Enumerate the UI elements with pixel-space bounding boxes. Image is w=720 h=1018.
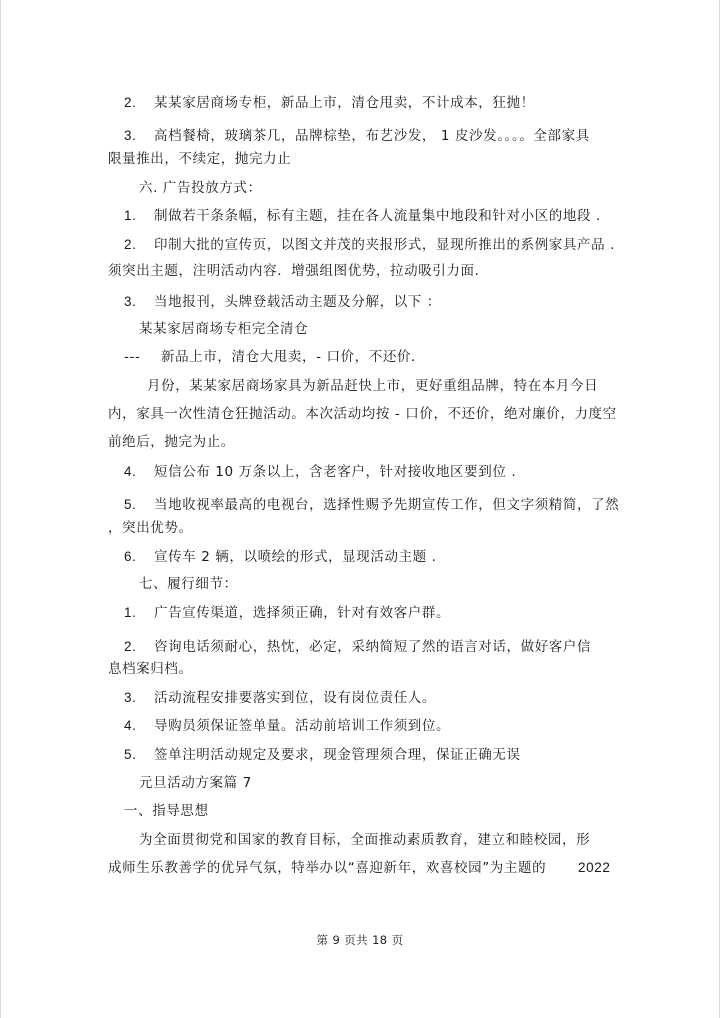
plan-title: 元旦活动方案篇 7 <box>139 775 252 791</box>
list-text: 当地报刊，头牌登载活动主题及分解，以下 ： <box>154 294 441 310</box>
paragraph-line: 成师生乐教善学的优异气氛，特举办以“喜迎新年，欢喜校园”为主题的 <box>108 860 547 876</box>
list-item <box>124 293 441 311</box>
list-text: 宣传车 2 辆，以喷绘的形式，显现活动主题 . <box>154 549 437 565</box>
list-item <box>124 717 450 735</box>
section-heading: 六. 广告投放方式： <box>139 180 262 196</box>
list-text: 导购员须保证签单量。活动前培训工作须到位。 <box>154 718 451 734</box>
ad-body-line: 月份，某某家居商场家具为新品赶快上市，更好重组品牌，特在本月今日 <box>147 378 599 394</box>
ad-dash: --- <box>124 349 141 365</box>
list-item <box>124 548 437 566</box>
list-number: 3. <box>124 690 137 705</box>
ad-title: 某某家居商场专柜完全清仓 <box>139 321 309 337</box>
list-number: 3. <box>124 294 137 309</box>
list-text: 印制大批的宣传页，以图文并茂的夹报形式，显现所推出的系例家具产品 . <box>154 237 615 253</box>
list-number: 2. <box>124 639 137 654</box>
list-item <box>124 207 601 225</box>
list-number: 1. <box>124 208 137 223</box>
list-number: 1. <box>124 605 137 620</box>
list-item <box>124 746 521 764</box>
list-text: 制做若干条条幅，标有主题，挂在各人流量集中地段和针对小区的地段 . <box>154 208 601 224</box>
list-continuation: ，突出优势。 <box>108 520 193 536</box>
list-continuation: 息档案归档。 <box>108 661 193 677</box>
list-item <box>124 638 591 656</box>
list-number: 4. <box>124 718 137 733</box>
list-item <box>124 604 450 622</box>
list-text: 签单注明活动规定及要求，现金管理须合理，保证正确无误 <box>154 747 521 763</box>
list-number: 5. <box>124 497 137 512</box>
list-item <box>124 236 615 254</box>
paragraph-line: 为全面贯彻党和国家的教育目标，全面推动素质教育，建立和睦校园，形 <box>139 832 591 848</box>
list-item <box>124 689 436 707</box>
list-item <box>124 94 535 112</box>
section-heading: 七、履行细节： <box>139 576 238 592</box>
list-number: 6. <box>124 549 137 564</box>
paragraph-year: 2022 <box>578 860 611 875</box>
list-text: 广告宣传渠道，选择须正确，针对有效客户群。 <box>154 605 451 621</box>
list-number: 3. <box>124 128 137 143</box>
list-item <box>124 496 619 514</box>
list-continuation: 限量推出，不续定，抛完力止 <box>108 151 292 167</box>
list-number: 2. <box>124 237 137 252</box>
section-heading: 一、指导思想 <box>124 803 209 819</box>
list-text: 咨询电话须耐心，热忱，必定，采纳简短了然的语言对话，做好客户信 <box>154 639 592 655</box>
list-item <box>124 463 516 481</box>
list-number: 5. <box>124 747 137 762</box>
list-number: 2. <box>124 95 137 110</box>
page-footer: 第 9 页共 18 页 <box>316 933 404 947</box>
ad-subtitle <box>124 348 425 366</box>
list-text: 某某家居商场专柜，新品上市，清仓甩卖，不计成本，狂抛！ <box>154 95 535 111</box>
list-text: 短信公布 10 万条以上，含老客户，针对接收地区要到位 . <box>154 464 517 480</box>
ad-body-line: 内，家具一次性清仓狂抛活动。本次活动均按 - 口价，不还价，绝对廉价，力度空 <box>108 406 617 422</box>
list-item <box>124 127 590 145</box>
list-text: 当地收视率最高的电视台，选择性赐予先期宣传工作，但文字须精简，了然 <box>154 497 620 513</box>
list-number: 4. <box>124 464 137 479</box>
ad-subtitle-text: 新品上市，清仓大甩卖，- 口价，不还价． <box>161 349 426 365</box>
list-text: 高档餐椅，玻璃茶几，品牌棕垫，布艺沙发， 1 皮沙发。。。。全部家具 <box>154 128 590 144</box>
list-text: 活动流程安排要落实到位，设有岗位责任人。 <box>154 690 436 706</box>
ad-body-line: 前绝后，抛完为止。 <box>108 434 235 450</box>
list-continuation: 须突出主题，注明活动内容．增强组图优势，拉动吸引力面． <box>108 263 489 279</box>
